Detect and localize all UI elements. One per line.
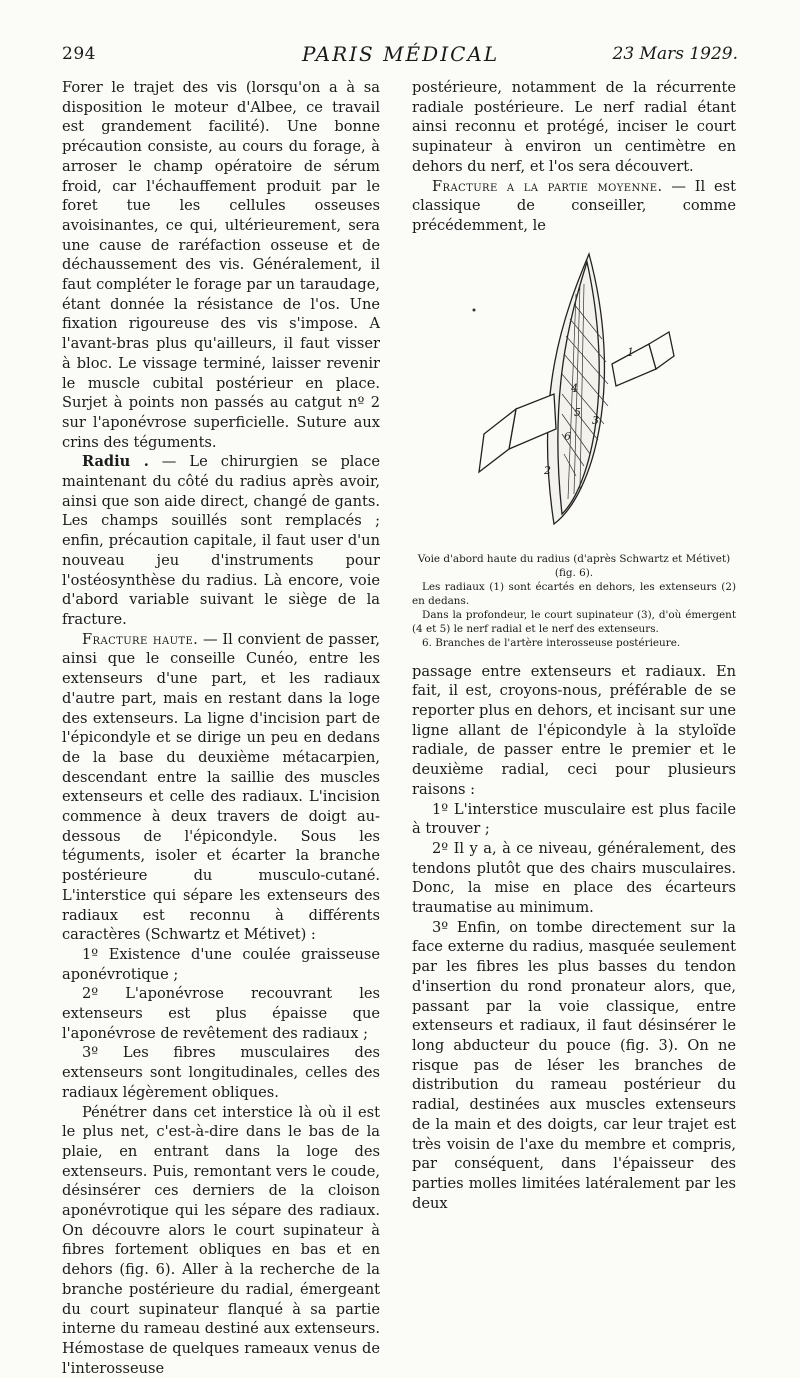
left-column [62,78,380,1378]
section-lead-fracture-moyenne: Fracture a la partie moyenne. [432,177,663,195]
paragraph-fracture-moyenne [412,177,736,236]
list-item: 3º Enfin, on tombe directement sur la face externe du radius, masquée seulement par les fibres les plus basses du tendon d'insertion du rond pronateur alors, que, passant par la voie classique, entre extenseurs et radiaux, il faut désinsérer le long abducteur du pouce (fig. 3). On ne risque pas de léser les branches de distribution du rameau postérieur du radial, destinées aux muscles extenseurs de la main et des doigts, car leur trajet est très voisin de l'axe du membre et compris, par conséquent, dans l'épaisseur des parties molles limitées latéralement par les deux [412,918,736,1212]
page-header [62,42,738,70]
paragraph-fracture-haute [62,630,380,945]
section-lead-radius: Radiu . [82,453,149,471]
section-lead-fracture-haute: Fracture haute. [82,630,199,648]
figure-label: 1 [627,345,634,359]
list-item: 1º L'interstice musculaire est plus facile à trouver ; [412,800,736,838]
page-number: 294 [62,44,96,64]
figure-caption-line: 6. Branches de l'artère interosseuse postérieure. [422,636,681,649]
figure-caption-title: Voie d'abord haute du radius (d'après Schwartz et Métivet) (fig. 6). [417,552,731,579]
figure-label: 4 [571,381,578,395]
issue-date: 23 Mars 1929. [612,44,738,64]
figure-label: 6 [564,429,571,443]
list-item: 3º Les fibres musculaires des extenseurs sont longitudinales, celles des radiaux légèrement obliques. [62,1044,380,1101]
journal-title: PARIS MÉDICAL [302,42,500,66]
paragraph: Pénétrer dans cet interstice là où il est le plus net, c'est-à-dire dans le bas de la plaie, en entrant dans la loge des extenseurs. Puis, remontant vers le coude, désinsérer ces derniers de la cloison aponévrotique qui les sépare des radiaux. On découvre alors le court supinateur à fibres fortement obliques en bas et en dehors (fig. 6). Aller à la recherche de la branche postérieure du radial, émergeant du court supinateur flanqué à sa partie interne du rameau destiné aux extenseurs. Hémostase de quelques rameaux venus de l'interosseuse [62,1103,380,1377]
figure-label: 3 [592,413,599,427]
list-item: 1º Existence d'une coulée graisseuse aponévrotique ; [62,945,380,983]
paragraph: postérieure, notamment de la récurrente radiale postérieure. Le nerf radial étant ainsi reconnu et protégé, inciser le court supinateur à environ un centimètre en dehors du nerf, et l'os sera découvert. [412,79,736,175]
figure-caption-line: Dans la profondeur, le court supinateur (3), d'où émergent (4 et 5) le nerf radial et le nerf des extenseurs. [412,608,736,635]
paragraph-text: — Il est classique de conseiller, comme précédemment, le [412,177,736,234]
figure-spacer [412,650,736,662]
paragraph-radius [62,452,380,629]
figure-6 [412,244,736,662]
figure-label: 5 [574,405,581,419]
list-item: 2º L'aponévrose recouvrant les extenseurs est plus épaisse que l'aponévrose de revêtement des radiaux ; [62,985,380,1042]
paragraph: passage entre extenseurs et radiaux. En fait, il est, croyons-nous, préférable de se reporter plus en dehors, et incisant sur une ligne allant de l'épicondyle à la styloïde radiale, de passer entre le premier et le deuxième radial, ceci pour plusieurs raisons : [412,662,736,798]
paragraph: Forer le trajet des vis (lorsqu'on a à sa disposition le moteur d'Albee, ce travail est grandement facilité). Une bonne précaution consiste, au cours du forage, à arroser le champ opératoire de sérum froid, car l'échauffement produit par le foret tue les cellules osseuses avoisinantes, ce qui, ultérieurement, sera une cause de raréfaction osseuse et de déchaussement des vis. Généralement, il faut compléter le forage par un taraudage, étant donnée la résistance de l'os. Une fixation rigoureuse des vis s'impose. A l'avant-bras plus qu'ailleurs, il faut visser à bloc. Le vissage terminé, laisser revenir le muscle cubital postérieur en place. Surjet à points non passés au catgut nº 2 sur l'aponévrose superficielle. Suture aux crins des téguments. [62,79,380,451]
paragraph-text: — Le chirurgien se place maintenant du côté du radius après avoir, ainsi que son aide direct, changé de gants. Les champs souillés sont remplacés ; enfin, précaution capitale, il faut user d'un nouveau jeu d'instruments pour l'ostéosynthèse du radius. Là encore, voie d'abord variable suivant le siège de la fracture. [62,453,380,628]
figure-caption-line: Les radiaux (1) sont écartés en dehors, les extenseurs (2) en dedans. [412,580,736,607]
anatomical-illustration [424,244,724,544]
figure-label: 2 [544,463,551,477]
right-column [412,78,736,1213]
list-item: 2º Il y a, à ce niveau, généralement, des tendons plutôt que des chairs musculaires. Donc, la mise en place des écarteurs traumatise au minimum. [412,839,736,917]
paragraph-text: — Il convient de passer, ainsi que le conseille Cunéo, entre les extenseurs d'une part, et les radiaux d'autre part, mais en restant dans la loge des extenseurs. La ligne d'incision part de l'épicondyle et se dirige un peu en dedans de la base du deuxième métacarpien, descendant entre la saillie des muscles extenseurs et celle des radiaux. L'incision commence à deux travers de doigt au-dessous de l'épicondyle. Sous les téguments, isoler et écarter la branche postérieure du musculo-cutané. L'interstice qui sépare les extenseurs des radiaux est reconnu à différents caractères (Schwartz et Métivet) : [62,630,380,944]
